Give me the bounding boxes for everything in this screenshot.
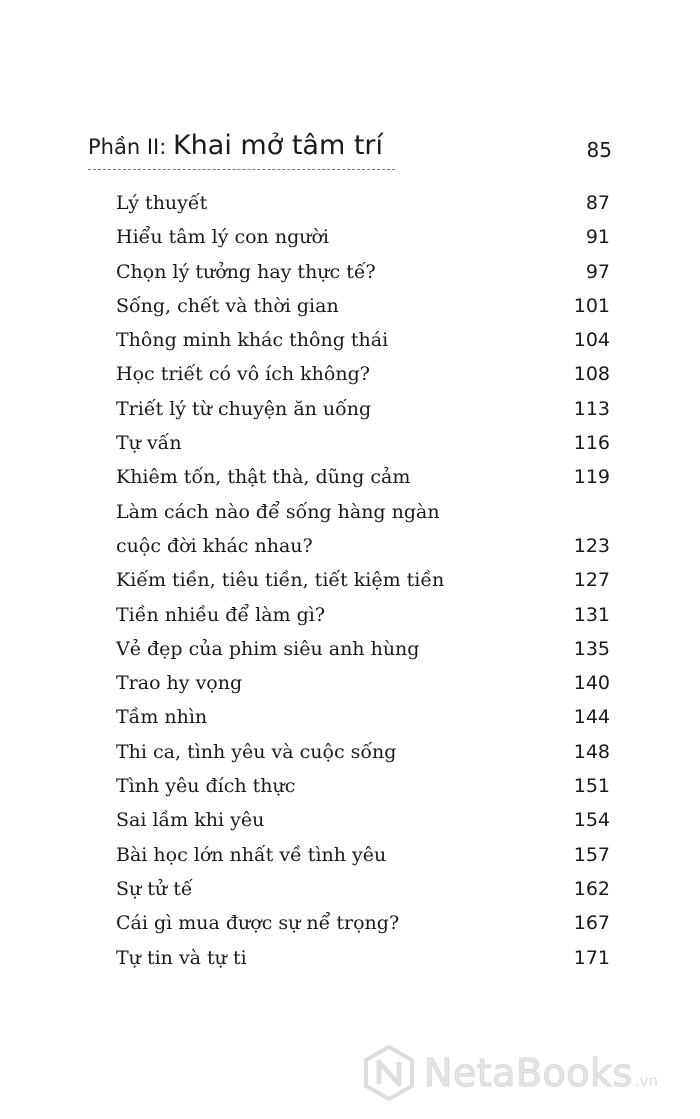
toc-entry-page: 113 [573,397,610,420]
toc-entry-title: Trao hy vọng [116,672,243,695]
toc-entry-title-line: Làm cách nào để sống hàng ngàn [116,500,440,523]
toc-entry [116,460,610,494]
toc-entry-page: 157 [573,843,610,866]
toc-entry-title: Tự vấn [116,432,182,455]
toc-entry-page: 101 [573,294,610,317]
toc-entry [116,941,610,975]
toc-entry-page: 151 [573,775,610,798]
toc-entry-title: Kiếm tiền, tiêu tiền, tiết kiệm tiền [116,569,445,592]
toc-entry-title: Bài học lớn nhất về tình yêu [116,843,387,866]
toc-entry-page: 171 [573,946,610,969]
dashed-underline [88,169,395,170]
toc-entry [116,666,610,700]
toc-entry [116,872,610,906]
toc-entry-page: 97 [585,260,610,283]
toc-entry-title: Triết lý từ chuyện ăn uống [116,397,372,420]
toc-entry-title: Sự tử tế [116,877,193,900]
toc-entry-page: 123 [573,534,610,557]
toc-entry-page: 91 [585,226,610,249]
toc-entry-page: 140 [573,672,610,695]
toc-entry [116,186,610,220]
netabooks-logo-icon [360,1044,418,1102]
toc-entry-multiline [116,495,610,564]
toc-entry [116,323,610,357]
watermark-suffix: .vn [634,1072,659,1090]
toc-entry [116,769,610,803]
toc-entry-page: 167 [573,912,610,935]
watermark [360,1042,658,1104]
toc-entry-page: 116 [573,432,610,455]
toc-entry-title: Chọn lý tưởng hay thực tế? [116,260,376,283]
watermark-brand: NetaBooks [424,1051,633,1095]
toc-entry-title: Tình yêu đích thực [116,775,296,798]
toc-entry-page: 127 [573,569,610,592]
toc-entry-title: Hiểu tâm lý con người [116,226,329,249]
toc-entry-page: 87 [585,192,610,214]
toc-entry-title: Học triết có vô ích không? [116,363,370,386]
toc-entry-page: 119 [573,466,610,489]
toc-entry-title: Tầm nhìn [116,706,208,729]
toc-entry-title: Thi ca, tình yêu và cuộc sống [116,740,397,763]
toc-entry [116,598,610,632]
toc-entry-title: Tiền nhiều để làm gì? [116,603,326,626]
toc-entry [116,906,610,940]
toc-entry [116,563,610,597]
toc-list [116,186,610,975]
toc-entry-title: Thông minh khác thông thái [116,329,389,352]
toc-entry [116,289,610,323]
toc-entry [116,220,610,254]
part-title [88,130,383,161]
toc-entry-title: Sai lầm khi yêu [116,809,265,832]
toc-entry [116,392,610,426]
toc-entry-page: 104 [573,329,610,352]
toc-entry [116,735,610,769]
toc-entry [116,838,610,872]
toc-entry-title: Vẻ đẹp của phim siêu anh hùng [116,637,420,660]
toc-entry [116,700,610,734]
toc-entry-title: Tự tin và tự ti [116,946,247,969]
toc-entry-page: 162 [573,877,610,900]
part-prefix: Phần II: [88,135,173,159]
toc-entry-page: 135 [573,637,610,660]
toc-entry-title: Lý thuyết [116,192,208,214]
part-header [88,130,612,170]
toc-entry-page: 144 [573,706,610,729]
toc-entry-title: Cái gì mua được sự nể trọng? [116,912,400,935]
toc-entry [116,803,610,837]
toc-entry-page: 148 [573,740,610,763]
toc-entry [116,632,610,666]
toc-entry-title: Khiêm tốn, thật thà, dũng cảm [116,466,411,489]
toc-entry-page: 108 [573,363,610,386]
toc-entry-title-line: cuộc đời khác nhau? [116,534,313,557]
toc-entry-title [116,495,440,564]
toc-entry-page: 154 [573,809,610,832]
toc-entry [116,357,610,391]
toc-entry [116,426,610,460]
toc-entry [116,255,610,289]
part-name: Khai mở tâm trí [172,130,384,161]
toc-entry-page: 131 [573,603,610,626]
toc-entry-title: Sống, chết và thời gian [116,294,339,317]
part-page-number: 85 [586,138,612,162]
